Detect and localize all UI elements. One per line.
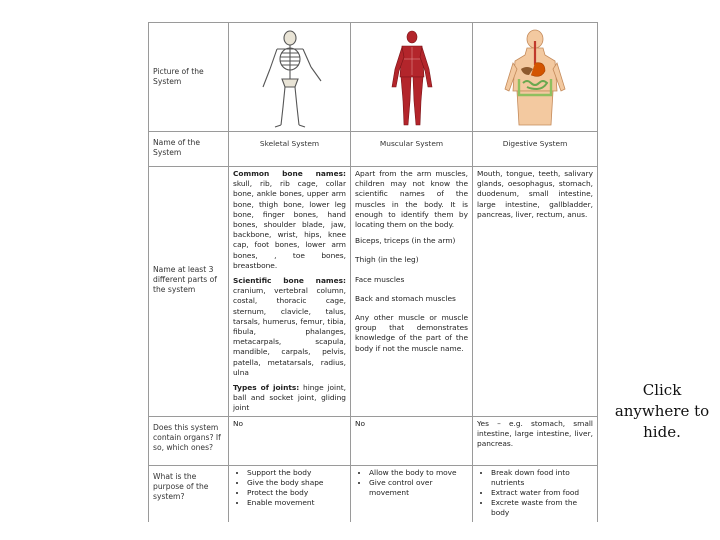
muscular-part-3: Face muscles bbox=[355, 274, 405, 284]
skeletal-purpose-list bbox=[233, 468, 346, 509]
list-item: • Break down food into nutrients bbox=[491, 468, 593, 488]
click-to-hide-hint[interactable]: Click anywhere to hide. bbox=[614, 381, 710, 441]
picture-label-text: Picture of the System bbox=[153, 67, 204, 86]
muscular-part-0: Apart from the arm muscles, children may not know the scientific names of the muscles in the body. It is enough to identify them by locating them on the body. bbox=[355, 169, 468, 230]
muscular-part-5: Any other muscle or muscle group that demonstrates knowledge of the part of the body if not the muscle name. bbox=[355, 313, 468, 353]
list-item: • Allow the body to move bbox=[369, 468, 468, 478]
purpose-row bbox=[149, 465, 598, 522]
scientific-bones-title: Scientific bone names: bbox=[233, 276, 346, 286]
picture-row bbox=[149, 23, 598, 132]
skeleton-picture-cell bbox=[229, 23, 351, 132]
muscular-parts-cell bbox=[351, 167, 473, 417]
muscular-purpose-cell bbox=[351, 465, 473, 522]
scientific-bones-text: cranium, vertebral column, costal, thoracic cage, sternum, clavicle, talus, tarsals, humerus, femur, tibia, fibula, phalanges, metacarpals, scapula, mandible, carpals, pelvis, patella, metatarsals, radius, ulna bbox=[233, 286, 346, 377]
joints-title: Types of joints: bbox=[233, 383, 300, 393]
skeletal-parts-cell bbox=[229, 167, 351, 417]
digestive-picture-cell bbox=[473, 23, 598, 132]
scientific-bones-paragraph bbox=[233, 276, 346, 378]
joints-text: hinge joint, ball and socket joint, gliding joint bbox=[233, 383, 346, 413]
muscular-part-2: Thigh (in the leg) bbox=[355, 255, 419, 265]
muscle-picture-cell bbox=[351, 23, 473, 132]
muscular-purpose-list bbox=[355, 468, 468, 499]
digestive-purpose-list bbox=[477, 468, 593, 519]
common-bones-text: skull, rib, rib cage, collar bone, ankle bones, upper arm bone, thigh bone, lower leg bone, finger bones, hand bones, shoulder blade, jaw, backbone, wrist, hips, knee cap, foot bones, lower arm bones, , toe bones, breastbone. bbox=[233, 179, 346, 270]
digestive-system-name: Digestive System bbox=[473, 132, 598, 167]
name-row-label: Name of the System bbox=[149, 132, 229, 167]
skeletal-organs-cell: No bbox=[229, 416, 351, 465]
list-item: • Extract water from food bbox=[491, 488, 593, 498]
common-bones-paragraph bbox=[233, 169, 346, 271]
parts-row bbox=[149, 167, 598, 417]
joints-paragraph bbox=[233, 383, 346, 414]
list-item: • Support the body bbox=[247, 468, 346, 478]
muscular-organs-cell: No bbox=[351, 416, 473, 465]
muscle-figure-image bbox=[382, 29, 442, 129]
list-item: • Give control over movement bbox=[369, 478, 468, 498]
organs-row bbox=[149, 416, 598, 465]
body-systems-table bbox=[148, 22, 598, 522]
digestive-system-image bbox=[497, 29, 573, 129]
digestive-purpose-cell bbox=[473, 465, 598, 522]
parts-row-label: Name at least 3 different parts of the system bbox=[149, 167, 229, 417]
muscular-part-1: Biceps, triceps (in the arm) bbox=[355, 236, 456, 246]
picture-row-label bbox=[149, 23, 229, 132]
digestive-organs-cell: Yes – e.g. stomach, small intestine, large intestine, liver, pancreas. bbox=[473, 416, 598, 465]
skeleton-image bbox=[255, 29, 325, 129]
muscular-system-name: Muscular System bbox=[351, 132, 473, 167]
muscular-part-4: Back and stomach muscles bbox=[355, 293, 456, 303]
list-item: • Give the body shape bbox=[247, 478, 346, 488]
name-row bbox=[149, 132, 598, 167]
common-bones-title: Common bone names: bbox=[233, 169, 346, 178]
digestive-parts-cell: Mouth, tongue, teeth, salivary glands, oesophagus, stomach, duodenum, small intestine, large intestine, gallbladder, pancreas, liver, rectum, anus. bbox=[473, 167, 598, 417]
purpose-row-label: What is the purpose of the system? bbox=[149, 465, 229, 522]
skeletal-system-name: Skeletal System bbox=[229, 132, 351, 167]
list-item: • Enable movement bbox=[247, 498, 346, 508]
skeletal-purpose-cell bbox=[229, 465, 351, 522]
worksheet-page bbox=[148, 22, 598, 522]
organs-row-label: Does this system contain organs? If so, which ones? bbox=[149, 416, 229, 465]
list-item: • Protect the body bbox=[247, 488, 346, 498]
list-item: • Excrete waste from the body bbox=[491, 498, 593, 518]
